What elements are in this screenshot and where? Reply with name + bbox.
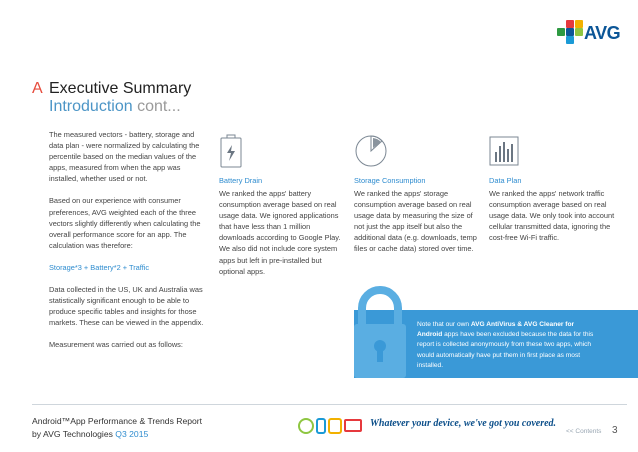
column-heading-data-plan: Data Plan [489, 176, 522, 185]
score-formula: Storage*3 + Battery*2 + Traffic [49, 262, 150, 272]
subtitle-continued: cont... [137, 98, 181, 115]
padlock-icon [350, 284, 410, 378]
column-body-storage: We ranked the apps' storage consumption average based on real usage data by measuring the size of not just the app itself but also the additional data (e.g. downloads, temp files or cache data) stored over time. [354, 189, 477, 254]
contents-link[interactable]: << Contents [566, 428, 602, 435]
note-text-post: apps have been excluded because the data for this report is collected anonymously from these two apps, which would automatically have put them in first place as most installed. [417, 331, 594, 369]
brand-slogan: Whatever your device, we've got you covered. [370, 418, 557, 429]
bar-chart-icon [489, 136, 519, 166]
report-title: Android™App Performance & Trends Report [32, 416, 203, 426]
paragraph-markets: Data collected in the US, UK and Australia was statistically significant enough to be able to produce specific tables and insights for those markets. These can be viewed in the appendix. [49, 285, 204, 328]
avg-logo [556, 18, 626, 48]
exclusion-note-text [417, 320, 597, 371]
paragraph-weighting: Based on our experience with consumer preferences, AVG weighted each of the three vectors slightly differently when calculating the overall performance score for an app. The calculation was therefore: [49, 196, 201, 250]
column-body-data-plan: We ranked the apps' network traffic consumption average based on real usage data. We only took into account cellular transmitted data, ignoring the cost-free Wi-Fi traffic. [489, 189, 615, 243]
byline-quarter: Q3 2015 [115, 429, 149, 439]
section-letter: A [32, 80, 43, 97]
report-byline [32, 429, 148, 439]
pie-chart-icon [354, 134, 388, 168]
left-column-text [49, 129, 205, 362]
byline-author: by AVG Technologies [32, 429, 113, 439]
footer-divider [32, 404, 627, 405]
page-number: 3 [612, 425, 618, 436]
avg-logo-tiles-icon [556, 20, 584, 44]
column-heading-storage: Storage Consumption [354, 176, 426, 185]
page-title: Executive Summary [49, 80, 192, 97]
column-body-battery: We ranked the apps' battery consumption average based on real usage data. We ignored applications that have less than 1 million downloads according to Google Play. We also did not include core system apps but left in pre-installed but optional apps. [219, 189, 341, 276]
devices-icon [298, 418, 362, 434]
paragraph-measurement: Measurement was carried out as follows: [49, 340, 183, 350]
paragraph-vectors: The measured vectors - battery, storage and data plan - were normalized by calculating the percentile based on the median values of the apps, measured from when the app was installed, whether used or not. [49, 130, 200, 184]
subtitle-text: Introduction [49, 98, 133, 115]
note-text-pre: Note that our own [417, 321, 471, 328]
avg-logo-wordmark: AVG [584, 23, 621, 43]
note-text-bold: AVG AntiVirus & AVG Cleaner for Android [417, 321, 575, 339]
page-subtitle [49, 98, 181, 116]
column-heading-battery: Battery Drain [219, 176, 263, 185]
battery-icon [219, 134, 243, 168]
